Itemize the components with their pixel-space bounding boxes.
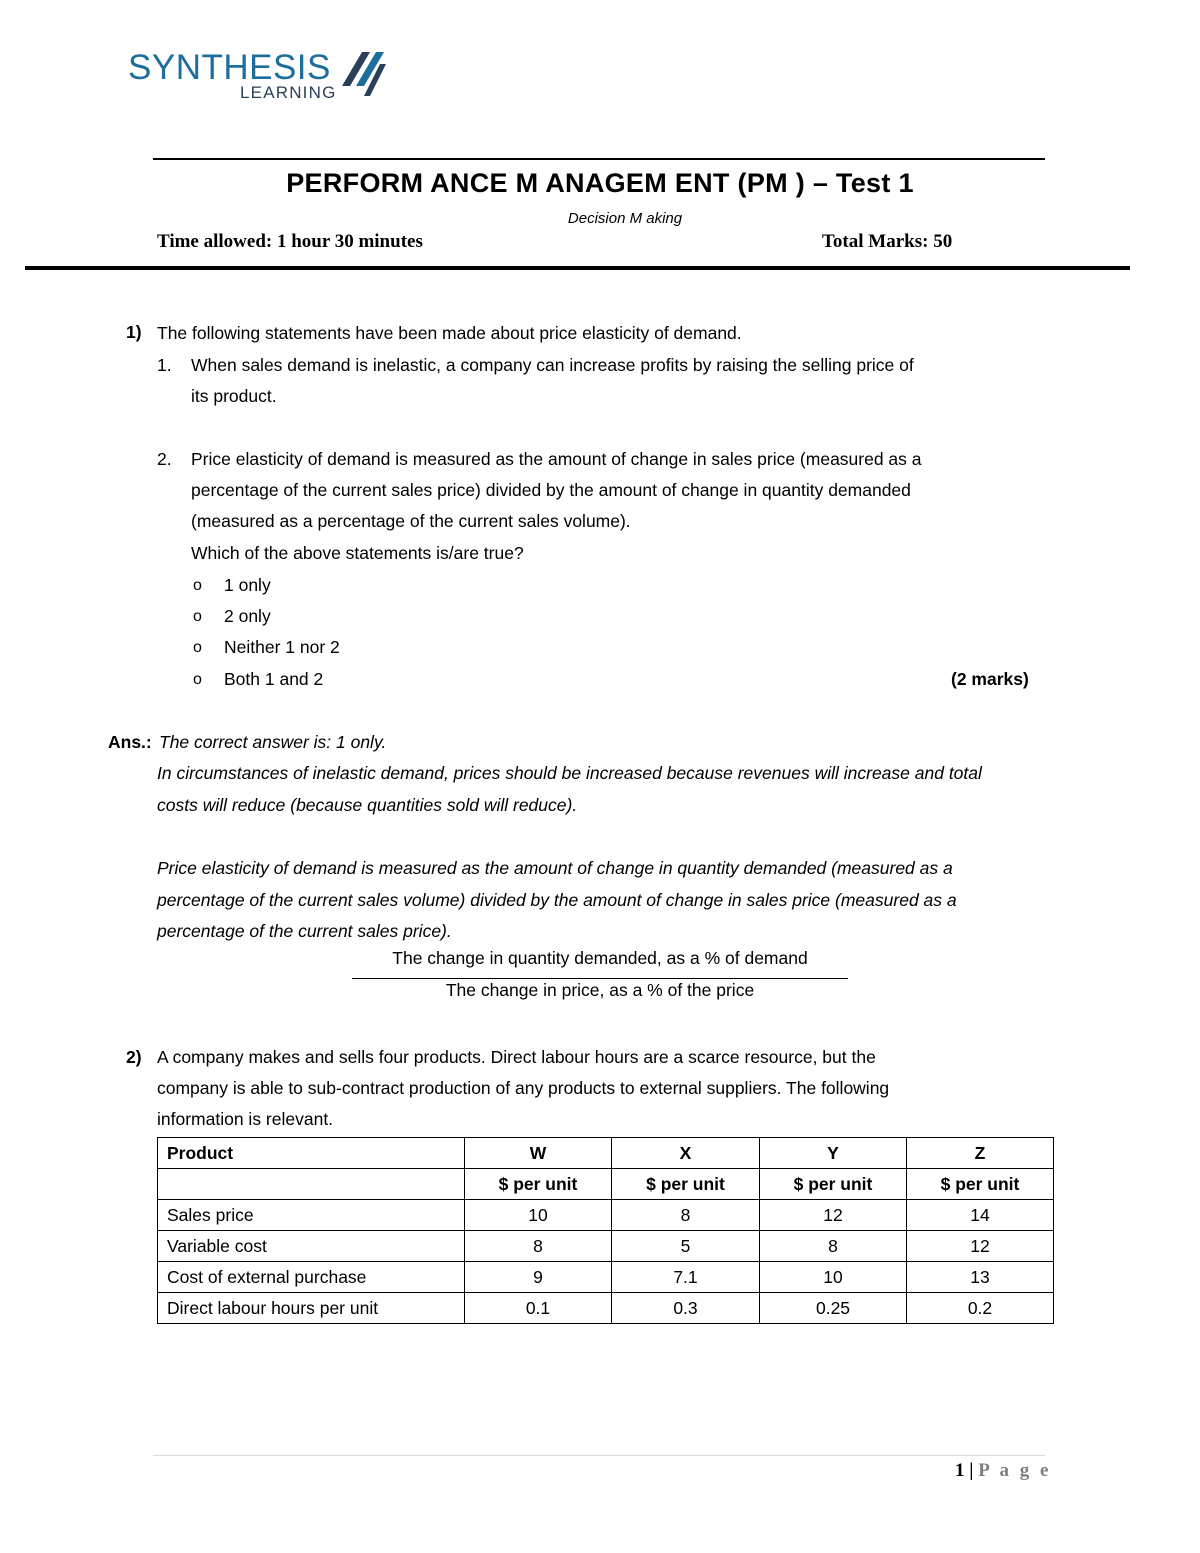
page-label: P a g e <box>978 1460 1052 1481</box>
table-unit-cell: $ per unit <box>907 1169 1054 1200</box>
table-header-cell: Z <box>907 1138 1054 1169</box>
table-units-row <box>158 1169 1054 1200</box>
table-header-cell: Product <box>158 1138 465 1169</box>
page-footer <box>955 1460 1051 1482</box>
time-allowed: Time allowed: 1 hour 30 minutes <box>157 231 423 252</box>
table-cell: 0.1 <box>465 1293 612 1324</box>
answer-1-summary: The correct answer is: 1 only. <box>159 732 387 752</box>
option-bullet: o <box>193 639 202 656</box>
table-header-cell: Y <box>760 1138 907 1169</box>
table-cell: 10 <box>465 1200 612 1231</box>
statement-2-line-3: (measured as a percentage of the current sales volume). <box>191 511 631 531</box>
page-subtitle: Decision M aking <box>567 210 683 227</box>
table-header-cell: X <box>612 1138 760 1169</box>
table-cell: 14 <box>907 1200 1054 1231</box>
company-logo <box>128 48 398 108</box>
formula-fraction-bar <box>352 978 848 979</box>
statement-2-line-1: Price elasticity of demand is measured as the amount of change in sales price (measured as a <box>191 449 922 469</box>
statement-2-number: 2. <box>157 449 172 469</box>
option-2: 2 only <box>224 606 271 626</box>
page-separator: | <box>964 1460 979 1481</box>
statement-1-line-2: its product. <box>191 386 277 406</box>
option-bullet: o <box>193 608 202 625</box>
answer-1-para-1-line-2: costs will reduce (because quantities sold will reduce). <box>157 795 578 815</box>
table-cell: 9 <box>465 1262 612 1293</box>
footer-rule <box>153 1455 1045 1456</box>
option-3: Neither 1 nor 2 <box>224 637 340 657</box>
table-unit-cell: $ per unit <box>465 1169 612 1200</box>
answer-1-para-2-line-1: Price elasticity of demand is measured as the amount of change in quantity demanded (measured as a <box>157 858 953 878</box>
table-row-label: Variable cost <box>158 1231 465 1262</box>
page-title: PERFORM ANCE M ANAGEM ENT (PM ) – Test 1 <box>286 168 914 198</box>
answer-1-para-1-line-1: In circumstances of inelastic demand, prices should be increased because revenues will increase and total <box>157 763 982 783</box>
option-bullet: o <box>193 577 202 594</box>
answer-label: Ans.: <box>108 732 152 752</box>
table-cell <box>158 1169 465 1200</box>
logo-slash-icon <box>340 48 388 100</box>
table-unit-cell: $ per unit <box>612 1169 760 1200</box>
question-2-number: 2) <box>126 1047 142 1067</box>
table-cell: 5 <box>612 1231 760 1262</box>
table-row-label: Cost of external purchase <box>158 1262 465 1293</box>
logo-subtitle: LEARNING <box>240 83 337 102</box>
statement-2-line-2: percentage of the current sales price) divided by the amount of change in quantity demanded <box>191 480 911 500</box>
table-cell: 12 <box>907 1231 1054 1262</box>
table-cell: 12 <box>760 1200 907 1231</box>
answer-1-para-2-line-2: percentage of the current sales volume) divided by the amount of change in sales price (measured as a <box>157 890 957 910</box>
answer-1-para-2-line-3: percentage of the current sales price). <box>157 921 452 941</box>
header-rule-top <box>153 158 1045 160</box>
question-1-marks: (2 marks) <box>951 669 1029 689</box>
table-cell: 0.25 <box>760 1293 907 1324</box>
question-1-number: 1) <box>126 322 142 342</box>
formula-numerator: The change in quantity demanded, as a % of demand <box>392 948 808 968</box>
table-cell: 0.2 <box>907 1293 1054 1324</box>
question-2-line-2: company is able to sub-contract production of any products to external suppliers. The following <box>157 1078 890 1098</box>
table-header-cell: W <box>465 1138 612 1169</box>
table-unit-cell: $ per unit <box>760 1169 907 1200</box>
table-row <box>158 1293 1054 1324</box>
table-row-label: Direct labour hours per unit <box>158 1293 465 1324</box>
question-2-line-1: A company makes and sells four products. Direct labour hours are a scarce resource, but the <box>157 1047 876 1067</box>
formula-denominator: The change in price, as a % of the price <box>445 980 755 1000</box>
table-cell: 8 <box>760 1231 907 1262</box>
table-cell: 8 <box>612 1200 760 1231</box>
table-cell: 8 <box>465 1231 612 1262</box>
question-2-line-3: information is relevant. <box>157 1109 334 1129</box>
table-row <box>158 1262 1054 1293</box>
question-1-intro: The following statements have been made about price elasticity of demand. <box>157 323 742 343</box>
header-rule-bottom <box>25 266 1130 270</box>
table-cell: 10 <box>760 1262 907 1293</box>
table-cell: 7.1 <box>612 1262 760 1293</box>
logo-wordmark: SYNTHESIS <box>128 48 331 87</box>
option-4: Both 1 and 2 <box>224 669 324 689</box>
table-cell: 0.3 <box>612 1293 760 1324</box>
table-cell: 13 <box>907 1262 1054 1293</box>
page-number: 1 <box>955 1460 965 1481</box>
total-marks: Total Marks: 50 <box>822 231 953 252</box>
product-data-table <box>157 1137 1054 1324</box>
option-1: 1 only <box>224 575 271 595</box>
question-1-prompt: Which of the above statements is/are true? <box>191 543 524 563</box>
option-bullet: o <box>193 671 202 688</box>
table-row-label: Sales price <box>158 1200 465 1231</box>
statement-1-line-1: When sales demand is inelastic, a company can increase profits by raising the selling price of <box>191 355 914 375</box>
table-row <box>158 1231 1054 1262</box>
table-row <box>158 1200 1054 1231</box>
statement-1-number: 1. <box>157 355 172 375</box>
table-header-row <box>158 1138 1054 1169</box>
